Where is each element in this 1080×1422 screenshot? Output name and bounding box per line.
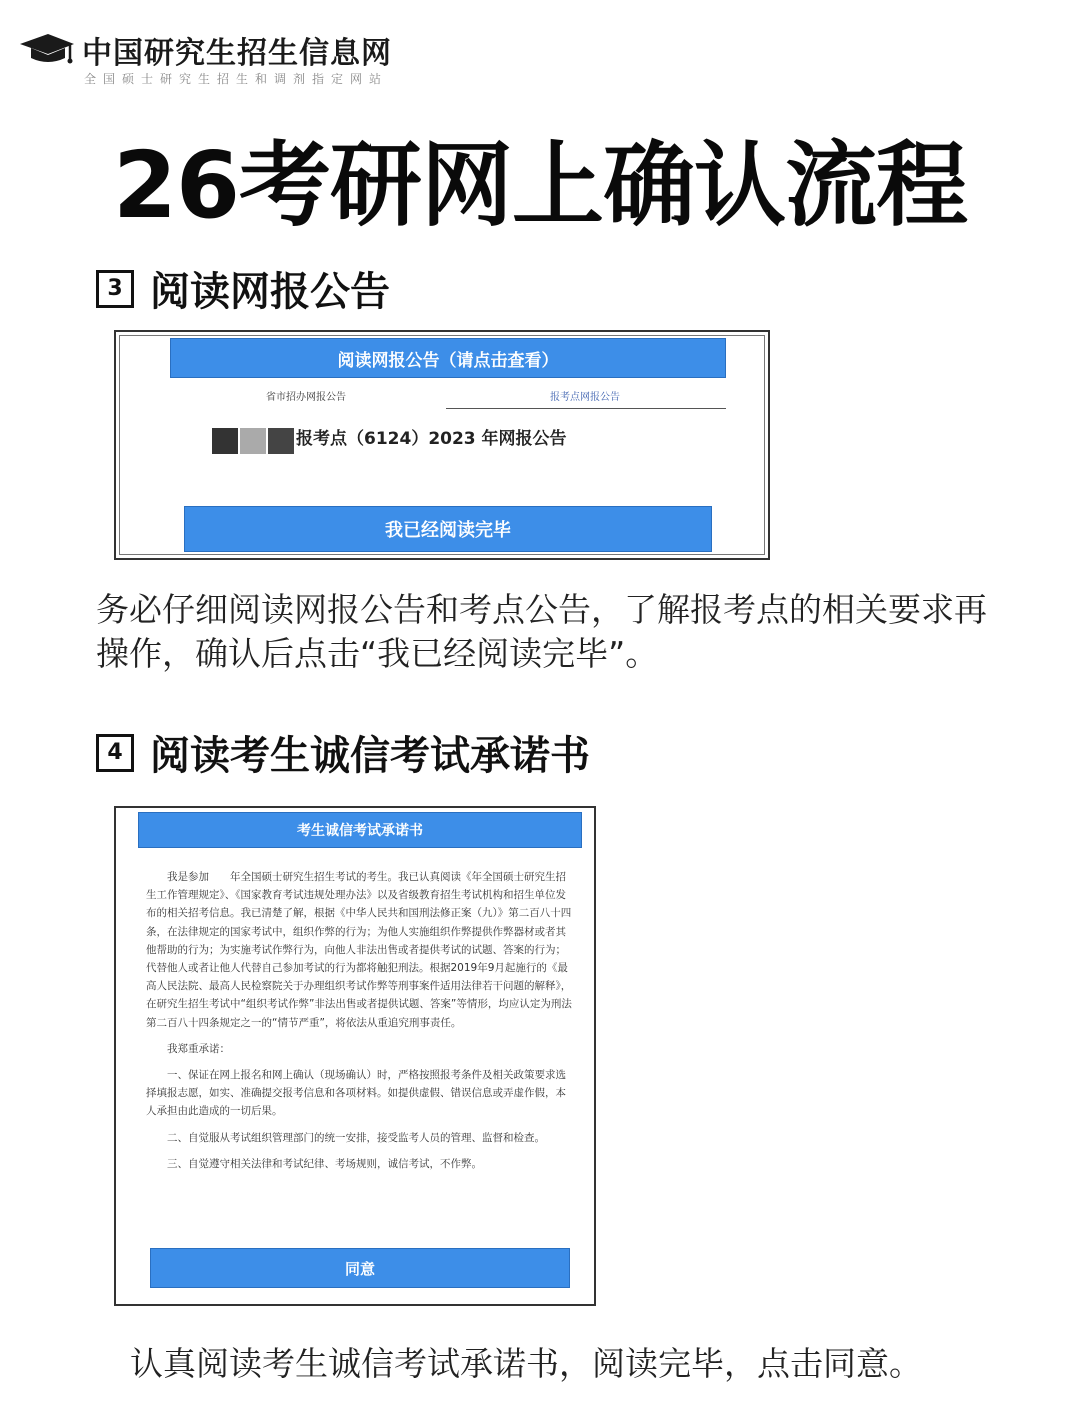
pledge-top-bar: 考生诚信考试承诺书: [138, 812, 582, 848]
step-number-badge: 4: [96, 734, 134, 772]
agree-button[interactable]: 同意: [150, 1248, 570, 1288]
pledge-screenshot: [114, 806, 596, 1306]
pledge-text: [146, 868, 576, 1173]
page-title: 26考研网上确认流程: [112, 132, 968, 239]
step-3-caption: 务必仔细阅读网报公告和考点公告，了解报考点的相关要求再操作，确认后点击“我已经阅读完毕”。: [96, 590, 987, 673]
step-title: 阅读网报公告: [150, 269, 390, 315]
redacted-block: [240, 428, 266, 454]
graduation-cap-icon: [18, 32, 76, 68]
site-logo[interactable]: [18, 28, 438, 88]
site-name: 中国研究生招生信息网: [82, 36, 392, 71]
redacted-block: [212, 428, 238, 454]
step-title: 阅读考生诚信考试承诺书: [150, 733, 590, 779]
pledge-paragraph: 我是参加 年全国硕士研究生招生考试的考生。我已认真阅读《年全国硕士研究生招生工作管理规定》、《国家教育考试违规处理办法》以及省级教育招生考试机构和招生单位发布的相关招考信息。我已清楚了解，根据《中华人民共和国刑法修正案（九）》第二百八十四条，在法律规定的国家考试中，组织作弊的行为；为他人实施组织作弊提供作弊器材或者其他帮助的行为；为实施考试作弊行为，向他人非法出售或者提供考试的试题、答案的行为；代替他人或者让他人代替自己参加考试的行为都将触犯刑法。根据2019年9月起施行的《最高人民法院、最高人民检察院关于办理组织考试作弊等刑事案件适用法律若干问题的解释》，在研究生招生考试中“组织考试作弊”非法出售或者提供试题、答案”等情形，均应认定为刑法第二百八十四条规定之一的“情节严重”，将依法从重追究刑事责任。: [146, 871, 572, 1029]
pledge-paragraph: 二、自觉服从考试组织管理部门的统一安排，接受监考人员的管理、监督和检查。: [167, 1131, 545, 1144]
site-subtitle: 全国硕士研究生招生和调剂指定网站: [84, 72, 389, 86]
redacted-block: [268, 428, 294, 454]
step-number-badge: 3: [96, 270, 134, 308]
pledge-paragraph: 我郑重承诺：: [167, 1042, 230, 1055]
step-3-heading: [96, 260, 390, 317]
pledge-paragraph: 一、保证在网上报名和网上确认（现场确认）时，严格按照报考条件及相关政策要求选择填报志愿，如实、准确提交报考信息和各项材料。如提供虚假、错误信息或弄虚作假，本人承担由此造成的一切后果。: [146, 1069, 566, 1118]
pledge-paragraph: 三、自觉遵守相关法律和考试纪律、考场规则，诚信考试，不作弊。: [167, 1157, 482, 1170]
step-4-caption: 认真阅读考生诚信考试承诺书，阅读完毕，点击同意。: [130, 1344, 922, 1383]
tab-underline: [446, 408, 726, 409]
notice-top-bar[interactable]: 阅读网报公告（请点击查看）: [170, 338, 726, 378]
read-complete-button[interactable]: 我已经阅读完毕: [184, 506, 712, 552]
notice-link[interactable]: 报考点（6124）2023 年网报公告: [296, 429, 567, 449]
step-4-heading: [96, 724, 590, 781]
tab-provincial-notice[interactable]: 省市招办网报公告: [266, 392, 346, 403]
notice-screenshot: [114, 330, 770, 560]
tab-exam-site-notice[interactable]: 报考点网报公告: [550, 392, 620, 403]
